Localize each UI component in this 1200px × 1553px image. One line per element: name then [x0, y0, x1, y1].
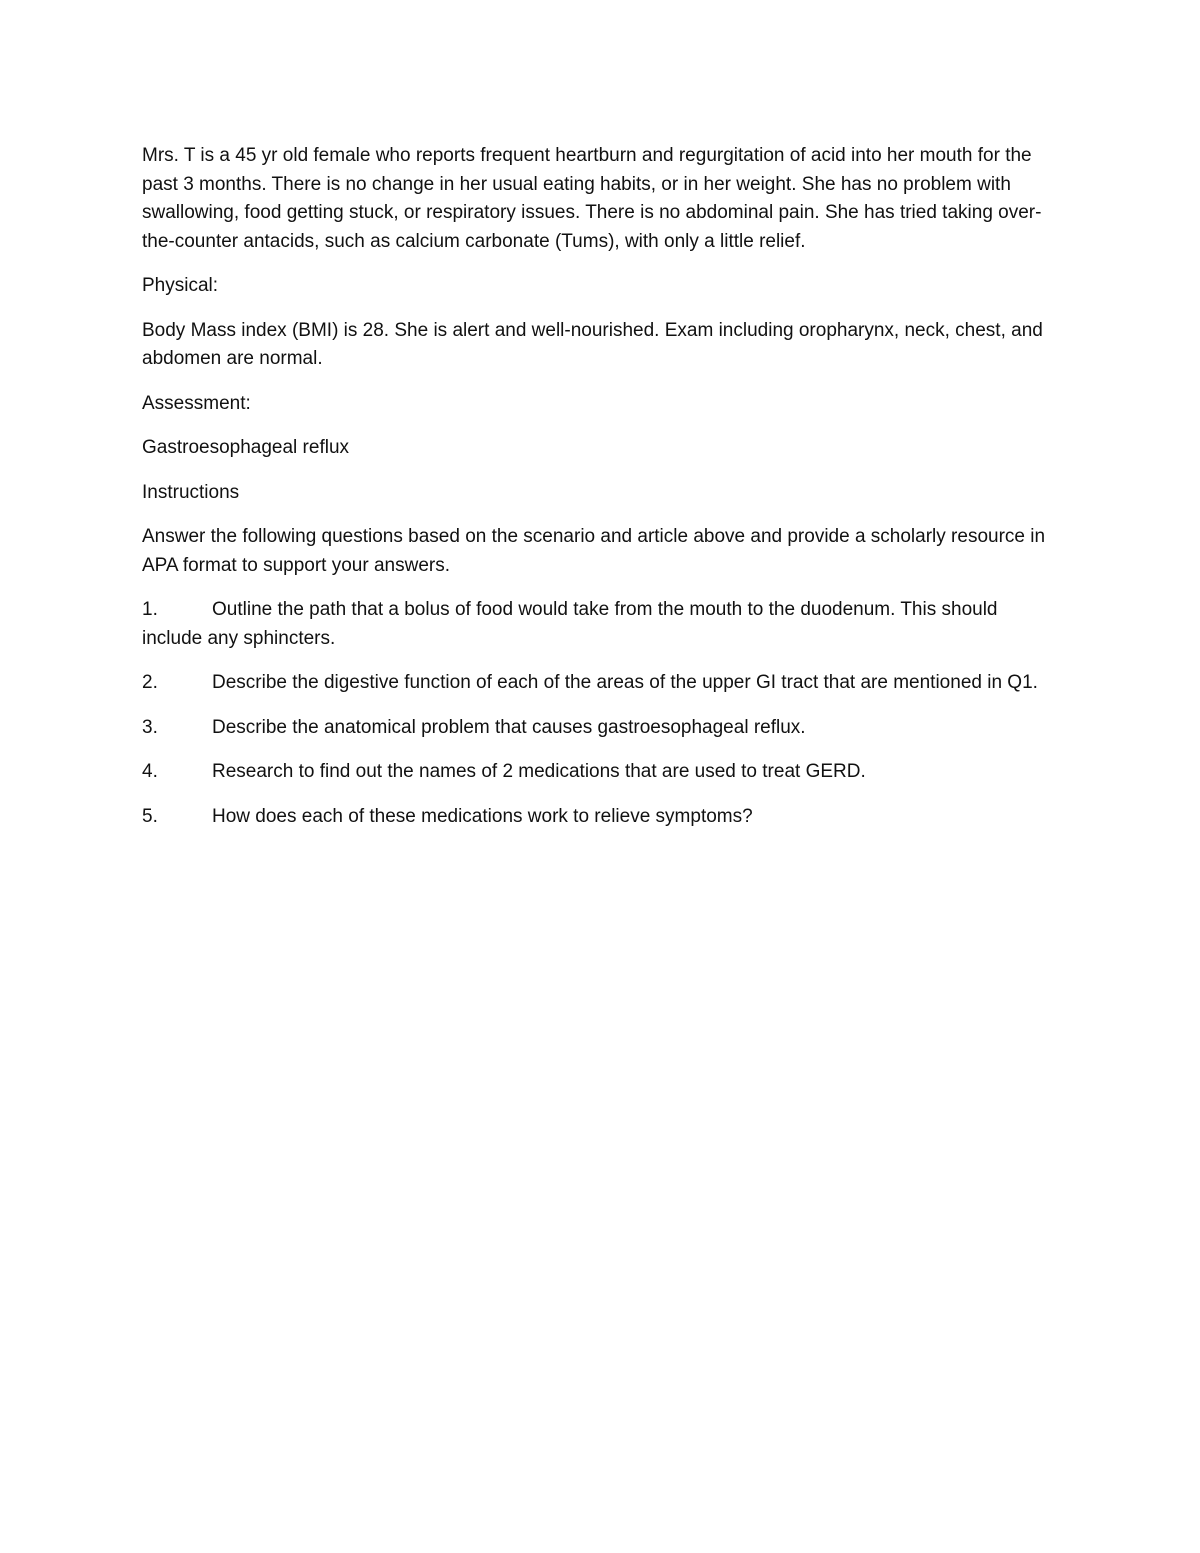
- question-text: Describe the anatomical problem that causes gastroesophageal reflux.: [212, 716, 806, 738]
- question-text: Describe the digestive function of each of the areas of the upper GI tract that are mentioned in Q1.: [212, 672, 1038, 693]
- question-item: [142, 714, 1062, 743]
- question-number: 1.: [142, 599, 158, 620]
- scenario-paragraph: Mrs. T is a 45 yr old female who reports frequent heartburn and regurgitation of acid into her mouth for the past 3 months. There is no change in her usual eating habits, or in her weight. She has no problem with swallowing, food getting stuck, or respiratory issues. There is no abdominal pain. She has tried taking over-the-counter antacids, such as calcium carbonate (Tums), with only a little relief.: [142, 145, 1042, 252]
- question-item: [142, 803, 1062, 832]
- question-text: Outline the path that a bolus of food would take from the mouth to the duodenum. This should include any sphincters.: [142, 599, 998, 649]
- assessment-heading: Assessment:: [142, 392, 251, 414]
- question-number: 3.: [142, 716, 158, 738]
- question-number: 2.: [142, 672, 158, 693]
- question-item: [142, 669, 1062, 698]
- document-body: [142, 142, 1062, 847]
- instructions-paragraph: Answer the following questions based on the scenario and article above and provide a scholarly resource in APA format to support your answers.: [142, 526, 1046, 576]
- physical-paragraph: Body Mass index (BMI) is 28. She is alert and well-nourished. Exam including oropharynx, neck, chest, and abdomen are normal.: [142, 319, 1043, 369]
- question-number: 5.: [142, 805, 158, 827]
- physical-heading: Physical:: [142, 275, 219, 296]
- instructions-heading: Instructions: [142, 481, 240, 503]
- question-item: [142, 758, 1062, 787]
- question-number: 4.: [142, 761, 158, 782]
- question-text: Research to find out the names of 2 medications that are used to treat GERD.: [212, 761, 866, 782]
- question-text: How does each of these medications work to relieve symptoms?: [212, 805, 753, 827]
- assessment-paragraph: Gastroesophageal reflux: [142, 437, 350, 458]
- question-item: [142, 596, 1062, 653]
